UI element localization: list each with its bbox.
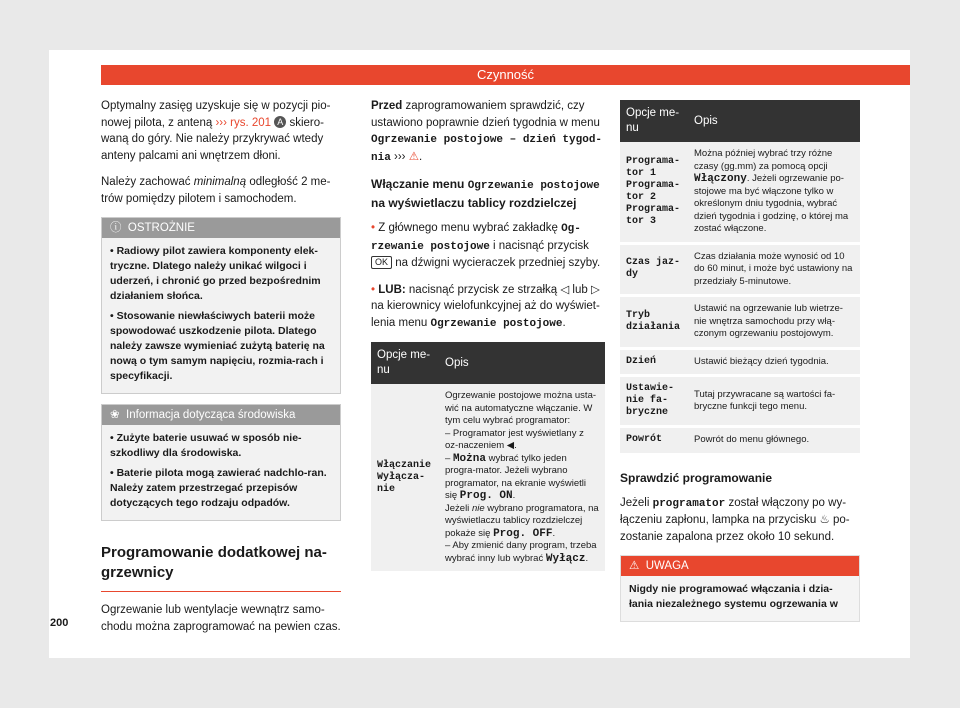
column-left: [101, 98, 341, 645]
table-cell-key: Tryb działania: [620, 296, 688, 349]
menu-options-table-2: [620, 100, 860, 456]
section-heading: Programowanie dodatkowej na-grzewnicy: [101, 543, 341, 592]
paragraph-before: Przed zaprogramowaniem sprawdzić, czy ustawiono poprawnie dzień tygodnia w menu Ogrzewanie postojowe – dzień tygod-nia ››› ⚠.: [371, 100, 603, 164]
subheading-menu: Włączanie menu Ogrzewanie postojowe na wyświetlaczu tablicy rozdzielczej: [371, 177, 600, 210]
environment-box: [101, 404, 341, 521]
paragraph-intro: Ogrzewanie lub wentylacje wewnątrz samo-chodu można zaprogramować na pewien czas.: [101, 604, 341, 633]
table-header-options: Opcje me-nu: [371, 342, 439, 384]
warning-triangle-icon: ⚠: [629, 560, 640, 572]
caution-box: [101, 217, 341, 394]
paragraph-distance: Należy zachować minimalną odległość 2 me-trów pomiędzy pilotem i samochodem.: [101, 176, 331, 205]
table-cell-key: Czas jaz-dy: [620, 243, 688, 296]
bullet-step-2: • LUB: nacisnąć przycisk ze strzałką ◁ lub ▷ na kierownicy wielofunkcyjnej aż do wyświet-lenia menu Ogrzewanie postojowe.: [371, 283, 600, 330]
table-row: [620, 376, 860, 427]
table-cell-description: Powrót do menu głównego.: [688, 427, 860, 455]
table-cell-description: Ogrzewanie postojowe można usta-wić na automatyczne włączanie. W tym celu wybrać programator: – Programator jest wyświetlany z oz-naczeniem ◀. – Można wybrać tylko jeden progra-mator. Jeżeli wybrano programator, na ekranie wyświetli się Prog. ON. Jeżeli nie wybrano programatora, na wyświetlaczu tablicy rozdzielczej pokaże się Prog. OFF. – Aby zmienić dany program, trzeba wybrać inny lub wybrać Wyłącz.: [439, 384, 605, 573]
table-header-description: Opis: [439, 342, 605, 384]
table-row: [620, 348, 860, 376]
paragraph-check: Jeżeli programator został włączony po wy-łączeniu zapłonu, lampka na przycisku ♨ po-zostanie zapalona przez około 10 sekund.: [620, 496, 850, 543]
table-row: [620, 142, 860, 243]
table-cell-key: Ustawie-nie fa-bryczne: [620, 376, 688, 427]
table-cell-description: Tutaj przywracane są wartości fa-bryczne funkcji tego menu.: [688, 376, 860, 427]
caution-header: ⓘ OSTROŻNIE: [102, 218, 340, 238]
heater-button-icon: ♨: [819, 514, 830, 526]
table-row: [371, 384, 605, 573]
table-cell-description: Ustawić na ogrzewanie lub wietrze-nie wnętrza samochodu przy włą-czonym ogrzewaniu postojowym.: [688, 296, 860, 349]
environment-item: • Baterie pilota mogą zawierać nadchlo-ran. Należy zatem przestrzegać przepisów dotyczących tego rodzaju odpadów.: [110, 467, 327, 509]
caution-item: • Radiowy pilot zawiera komponenty elek-tryczne. Dlatego należy unikać wilgoci i uderzeń, i chronić go przed bezpośrednim działaniem słońca.: [110, 245, 321, 302]
warning-icon: ⚠: [408, 150, 420, 163]
table-header-description: Opis: [688, 100, 860, 142]
table-row: [620, 427, 860, 455]
table-row: [620, 296, 860, 349]
warning-box: [620, 555, 860, 622]
bullet-step-1: • Z głównego menu wybrać zakładkę Og-rzewanie postojowe i nacisnąć przycisk OK na dźwigni wycieraczek przedniej szyby.: [371, 222, 601, 269]
table-header-options: Opcje me-nu: [620, 100, 688, 142]
table-row: [620, 243, 860, 296]
info-icon: ⓘ: [110, 222, 122, 234]
warning-text: Nigdy nie programować włączania i dzia-łania niezależnego systemu ogrzewania w: [629, 583, 838, 610]
environment-header: ❀ Informacja dotycząca środowiska: [102, 405, 340, 425]
table-cell-description: Czas działania może wynosić od 10 do 60 minut, i może być ustawiony na przedziały 5-minutowe.: [688, 243, 860, 296]
paragraph-range: Optymalny zasięg uzyskuje się w pozycji pio-nowej pilota, z anteną ››› rys. 201 A skiero-waną do góry. Nie należy przykrywać wtedy anteny palcami ani wnętrzem dłoni.: [101, 100, 331, 162]
warning-header: ⚠ UWAGA: [621, 556, 859, 576]
figure-reference-link[interactable]: ››› rys. 201: [215, 116, 272, 129]
column-right: [620, 100, 860, 632]
reference-arrows[interactable]: ›››: [394, 150, 406, 163]
environment-icon: ❀: [110, 409, 120, 421]
table-cell-key: Programa-tor 1 Programa-tor 2 Programa-tor 3: [620, 142, 688, 243]
menu-options-table: [371, 342, 605, 574]
ok-button-icon: OK: [371, 256, 392, 269]
subheading-check: Sprawdzić programowanie: [620, 470, 773, 485]
table-cell-key: Włączanie Wyłącza-nie: [371, 384, 439, 573]
page-number: 200: [50, 617, 69, 629]
table-cell-description: Ustawić bieżący dzień tygodnia.: [688, 348, 860, 376]
environment-item: • Zużyte baterie usuwać w sposób nie-szkodliwy dla środowiska.: [110, 432, 302, 459]
manual-page: [49, 50, 910, 658]
caution-item: • Stosowanie niewłaściwych baterii może spowodować uszkodzenie pilota. Dlatego należy zawsze wymieniać zużytą baterię na nową o tym samym napięciu, rozmia-rach i specyfikacji.: [110, 310, 325, 382]
section-header: Czynność: [101, 65, 910, 85]
table-cell-description: Można później wybrać trzy różne czasy (gg.mm) za pomocą opcji Włączony. Jeżeli ogrzewanie po-stojowe ma być włączone tylko w określonym dniu tygodnia, wybrać dzień tygodnia i godzinę, o której ma zostać włączone.: [688, 142, 860, 243]
label-a-icon: A: [274, 116, 286, 128]
column-middle: [371, 98, 605, 574]
table-cell-key: Powrót: [620, 427, 688, 455]
table-cell-key: Dzień: [620, 348, 688, 376]
